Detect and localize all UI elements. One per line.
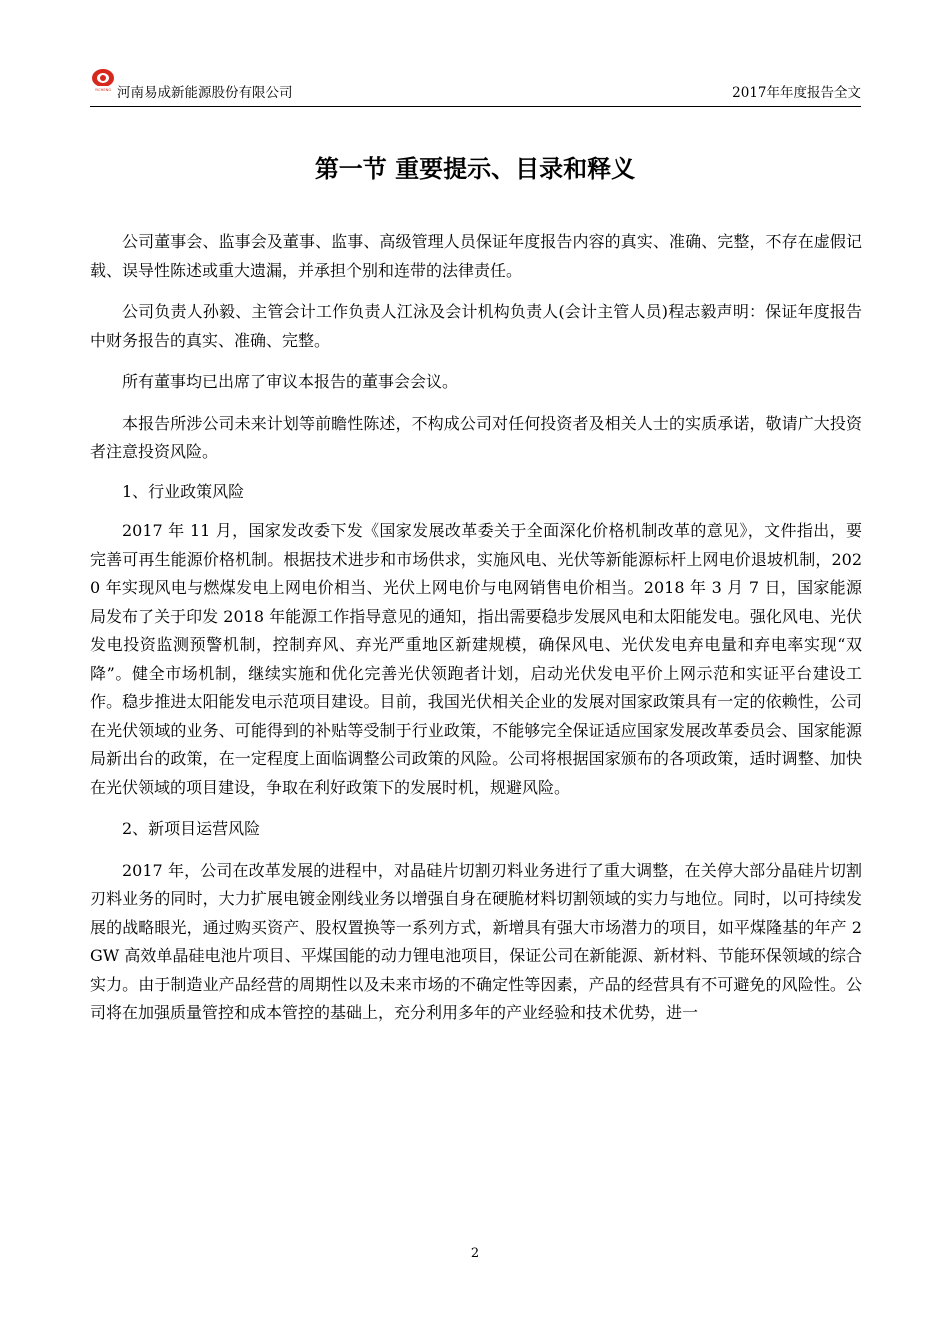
paragraph-policy-risk: 2017 年 11 月，国家发改委下发《国家发展改革委关于全面深化价格机制改革的意见》，文件指出，要完善可再生能源价格机制。根据技术进步和市场供求，实施风电、光伏等新能源标杆上网电价退坡机制，2020 年实现风电与燃煤发电上网电价相当、光伏上网电价与电网销售电价相当。2018 年 3 月 7 日，国家能源局发布了关于印发 2018 年能源工作指导意见的通知，指出需要稳步发展风电和太阳能发电。强化风电、光伏发电投资监测预警机制，控制弃风、弃光严重地区新建规模，确保风电、光伏发电弃电量和弃电率实现“双降”。健全市场机制，继续实施和优化完善光伏领跑者计划，启动光伏发电平价上网示范和实证平台建设工作。稳步推进太阳能发电示范项目建设。目前，我国光伏相关企业的发展对国家政策具有一定的依赖性，公司在光伏领域的业务、可能得到的补贴等受制于行业政策，不能够完全保证适应国家发展改革委员会、国家能源局新出台的政策，在一定程度上面临调整公司政策的风险。公司将根据国家颁布的各项政策，适时调整、加快在光伏领域的项目建设，争取在利好政策下的发展时机，规避风险。 (90, 521, 862, 797)
report-name: 2017年年度报告全文 (732, 85, 861, 101)
company-logo (90, 66, 116, 92)
paragraph-declaration: 公司负责人孙毅、主管会计工作负责人江泳及会计机构负责人(会计主管人员)程志毅声明：保证年度报告中财务报告的真实、准确、完整。 (90, 302, 862, 350)
paragraph-forward-looking: 本报告所涉公司未来计划等前瞻性陈述，不构成公司对任何投资者及相关人士的实质承诺，敬请广大投资者注意投资风险。 (90, 413, 862, 461)
section-title: 第一节 重要提示、目录和释义 (314, 155, 636, 183)
heading-project-risk: 2、新项目运营风险 (122, 819, 261, 838)
page-number: 2 (470, 1246, 480, 1261)
page-header (90, 66, 861, 107)
paragraph-assurance: 公司董事会、监事会及董事、监事、高级管理人员保证年度报告内容的真实、准确、完整，不存在虚假记载、误导性陈述或重大遗漏，并承担个别和连带的法律责任。 (90, 232, 862, 280)
svg-text:YICHENG: YICHENG (94, 88, 112, 92)
company-name: 河南易成新能源股份有限公司 (117, 85, 293, 101)
body-content (90, 228, 862, 1028)
paragraph-project-risk: 2017 年，公司在改革发展的进程中，对晶硅片切割刃料业务进行了重大调整，在关停大部分晶硅片切割刃料业务的同时，大力扩展电镀金刚线业务以增强自身在硬脆材料切割领域的实力与地位。同时，以可持续发展的战略眼光，通过购买资产、股权置换等一系列方式，新增具有强大市场潜力的项目，如平煤隆基的年产 2GW 高效单晶硅电池片项目、平煤国能的动力锂电池项目，保证公司在新能源、新材料、节能环保领域的综合实力。由于制造业产品经营的周期性以及未来市场的不确定性等因素，产品的经营具有不可避免的风险性。公司将在加强质量管控和成本管控的基础上，充分利用多年的产业经验和技术优势，进一 (90, 860, 862, 1022)
paragraph-attendance: 所有董事均已出席了审议本报告的董事会会议。 (122, 372, 459, 391)
heading-policy-risk: 1、行业政策风险 (122, 481, 245, 501)
